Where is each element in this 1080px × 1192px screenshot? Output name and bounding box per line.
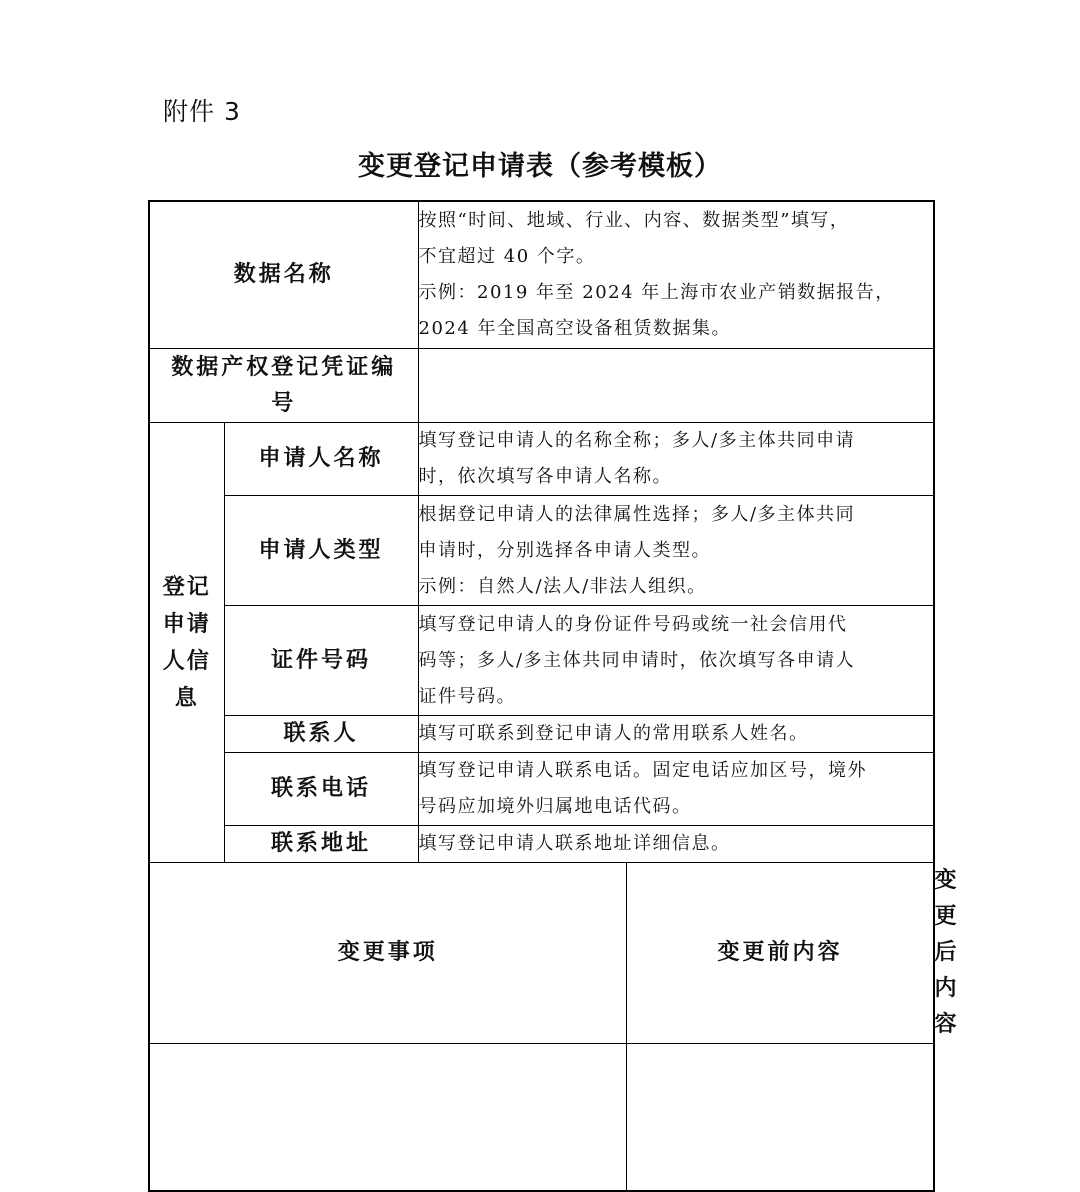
certificate-number-field[interactable]	[418, 349, 934, 423]
contact-phone-row	[149, 753, 934, 826]
description-line: 示例：2019 年至 2024 年上海市农业产销数据报告，	[418, 282, 895, 303]
description-line: 填写登记申请人联系地址详细信息。	[418, 833, 731, 854]
id-number-description	[418, 606, 934, 716]
group-label-line: 息	[174, 685, 199, 711]
description-line: 填写登记申请人的名称全称；多人/多主体共同申请	[418, 430, 856, 451]
contact-phone-description	[418, 753, 934, 826]
change-header-row: 变更事项 变更前内容 变更后内容	[149, 863, 934, 1044]
group-label-line: 人信	[162, 648, 211, 674]
certificate-number-label-line: 号	[271, 390, 297, 416]
form-title: 变更登记申请表（参考模板）	[358, 151, 722, 182]
group-label-line: 申请	[162, 611, 211, 637]
certificate-number-row	[149, 349, 934, 423]
applicant-name-label: 申请人名称	[224, 423, 418, 496]
certificate-number-label-line: 数据产权登记凭证编	[171, 354, 397, 380]
description-line: 2024 年全国高空设备租赁数据集。	[418, 318, 732, 339]
description-line: 不宜超过 40 个字。	[418, 246, 596, 267]
description-line: 申请时，分别选择各申请人类型。	[418, 539, 712, 561]
description-line: 填写登记申请人的身份证件号码或统一社会信用代	[418, 613, 848, 635]
description-line: 示例：自然人/法人/非法人组织。	[418, 575, 707, 597]
before-content-header: 变更前内容	[626, 863, 934, 1044]
contact-address-label: 联系地址	[224, 826, 418, 863]
applicant-type-row	[149, 496, 934, 606]
applicant-info-group-label	[149, 423, 224, 863]
description-line: 号码应加境外归属地电话代码。	[418, 796, 692, 817]
description-line: 时，依次填写各申请人名称。	[418, 466, 673, 487]
before-content-field[interactable]	[626, 1044, 934, 1192]
applicant-name-description	[418, 423, 934, 496]
contact-person-label: 联系人	[224, 716, 418, 753]
contact-phone-label: 联系电话	[224, 753, 418, 826]
contact-address-row	[149, 826, 934, 863]
change-registration-form	[148, 200, 960, 1192]
change-item-header: 变更事项	[149, 863, 626, 1044]
description-line: 填写可联系到登记申请人的常用联系人姓名。	[418, 723, 809, 744]
data-name-description	[418, 201, 934, 349]
applicant-type-description	[418, 496, 934, 606]
change-item-field[interactable]	[149, 1044, 626, 1192]
attachment-label: 附件 3	[163, 97, 241, 126]
description-line: 根据登记申请人的法律属性选择；多人/多主体共同	[418, 503, 856, 525]
description-line: 证件号码。	[418, 685, 517, 707]
certificate-number-label	[149, 349, 418, 423]
id-number-row	[149, 606, 934, 716]
description-line: 码等；多人/多主体共同申请时，依次填写各申请人	[418, 649, 856, 671]
id-number-label: 证件号码	[224, 606, 418, 716]
description-line: 按照“时间、地域、行业、内容、数据类型”填写，	[418, 210, 850, 231]
description-line: 填写登记申请人联系电话。固定电话应加区号，境外	[418, 760, 868, 781]
data-name-label: 数据名称	[149, 201, 418, 349]
contact-address-description	[418, 826, 934, 863]
applicant-type-label: 申请人类型	[224, 496, 418, 606]
group-label-line: 登记	[162, 574, 211, 600]
applicant-name-row	[149, 423, 934, 496]
contact-person-row	[149, 716, 934, 753]
contact-person-description	[418, 716, 934, 753]
data-name-row	[149, 201, 934, 349]
change-input-row	[149, 1044, 934, 1192]
